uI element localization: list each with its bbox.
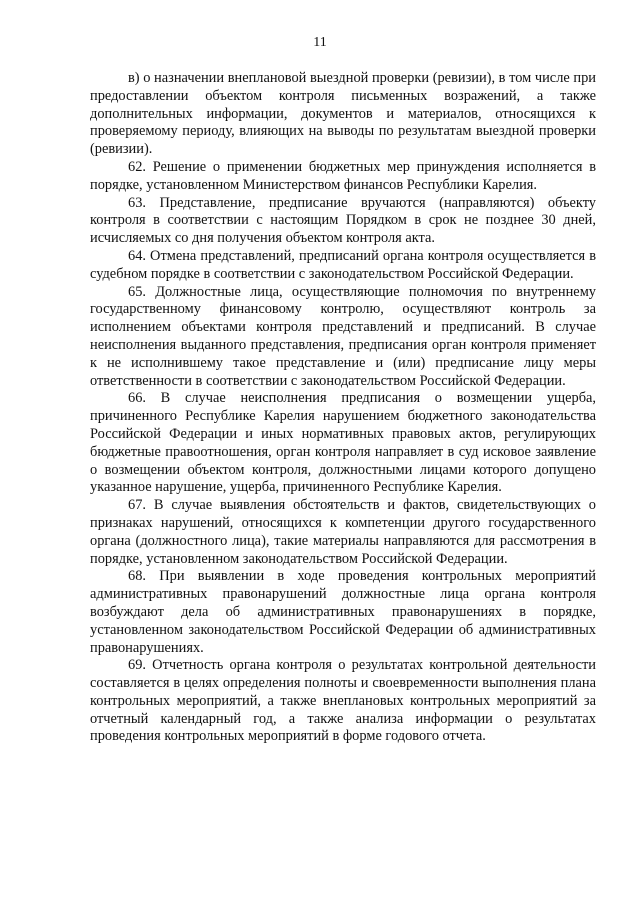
paragraph-69: 69. Отчетность органа контроля о результатах контрольной деятельности составляется в целях определения полноты и своевременности выполнения плана контрольных мероприятий, а также внеплановых контрольных мероприятий за отчетный календарный год, а также анализа информации о результатах проведения контрольных мероприятий в форме годового отчета. [90, 657, 596, 745]
paragraph-65: 65. Должностные лица, осуществляющие полномочия по внутреннему государственному финансовому контролю, осуществляют контроль за исполнением объектами контроля представлений и предписаний. В случае неисполнения выданного представления, предписания орган контроля применяет к не исполнившему такое представление и (или) предписание лицу меры ответственности в соответствии с законодательством Российской Федерации. [90, 283, 596, 389]
paragraph-63: 63. Представление, предписание вручаются (направляются) объекту контроля в соответствии с настоящим Порядком в срок не позднее 30 дней, исчисляемых со дня получения объектом контроля акта. [90, 194, 596, 247]
paragraph-66: 66. В случае неисполнения предписания о возмещении ущерба, причиненного Республике Карелия нарушением бюджетного законодательства Российской Федерации и иных нормативных правовых актов, регулирующих бюджетные правоотношения, орган контроля направляет в суд исковое заявление о возмещении объектом контроля, должностными лицами которого допущено указанное нарушение, ущерба, причиненного Республике Карелия. [90, 390, 596, 496]
page-number: 11 [313, 35, 327, 50]
paragraph-62: 62. Решение о применении бюджетных мер принуждения исполняется в порядке, установленном Министерством финансов Республики Карелия. [90, 158, 596, 193]
paragraph-67: 67. В случае выявления обстоятельств и фактов, свидетельствующих о признаках нарушений, относящихся к компетенции другого государственного органа (должностного лица), такие материалы направляются для рассмотрения в порядке, установленном законодательством Российской Федерации. [90, 497, 596, 567]
paragraph-68: 68. При выявлении в ходе проведения контрольных мероприятий административных правонарушений должностные лица органа контроля возбуждают дела об административных правонарушениях в порядке, установленном законодательством Российской Федерации об административных правонарушениях. [90, 568, 596, 656]
paragraph-item-v: в) о назначении внеплановой выездной проверки (ревизии), в том числе при предоставлении объектом контроля письменных возражений, а также дополнительных информации, документов и материалов, относящихся к проверяемому периоду, влияющих на выводы по результатам выездной проверки (ревизии). [90, 70, 596, 158]
document-body [90, 70, 596, 746]
paragraph-64: 64. Отмена представлений, предписаний органа контроля осуществляется в судебном порядке в соответствии с законодательством Российской Федерации. [90, 247, 596, 282]
